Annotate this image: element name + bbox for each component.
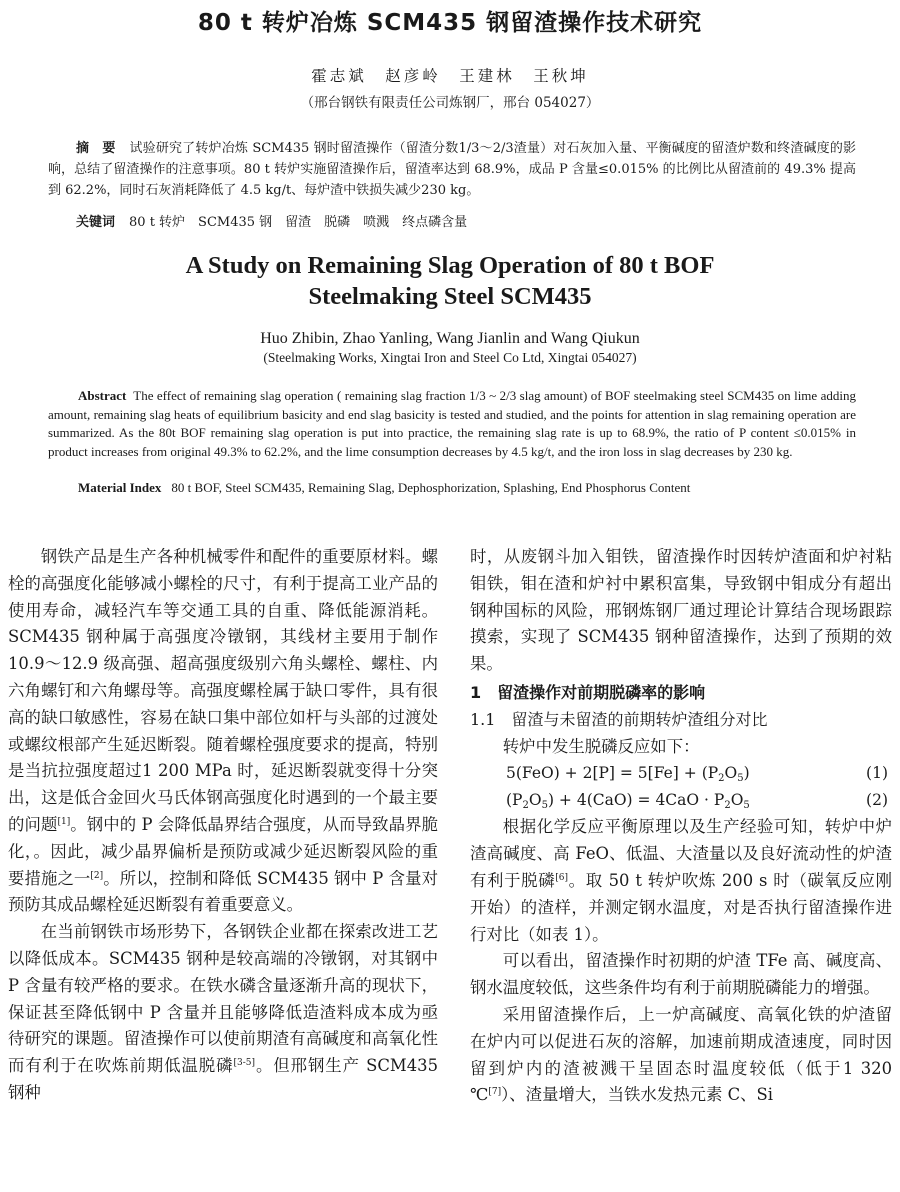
equation-2 [470, 787, 892, 814]
abstract-cn-text: 试验研究了转炉冶炼 SCM435 钢时留渣操作（留渣分数1/3～2/3渣量）对石灰加入量、平衡碱度的留渣炉数和终渣碱度的影响，总结了留渣操作的注意事项。80 t 转炉实施留渣操作后，留渣率达到 68.9%，成品 P 含量≤0.015% 的比例比从留渣前的 49.3% 提高到 62.2%，同时石灰消耗降低了 4.5 kg/t、每炉渣中铁损失减少230 kg。 [48, 141, 856, 198]
affiliation-en: (Steelmaking Works, Xingtai Iron and Steel Co Ltd, Xingtai 054027) [263, 350, 637, 365]
equation-1-number: (1) [866, 764, 888, 783]
keywords-cn-label: 关键词 [76, 215, 116, 230]
citation-1: [1] [57, 816, 71, 827]
equation-2-formula: $(P_2O_5) + 4(CaO) = 4CaO \cdot P_2O_5$ [506, 791, 750, 812]
keywords-cn-text: 80 t 转炉 SCM435 钢 留渣 脱磷 喷溅 终点磷含量 [129, 215, 468, 230]
keywords-cn [48, 212, 856, 233]
keywords-en-label: Material Index [78, 480, 162, 495]
equation-2-number: (2) [866, 791, 888, 810]
paper-title-cn: 80 t 转炉冶炼 SCM435 钢留渣操作技术研究 [197, 10, 703, 36]
body-paragraph-3: 时，从废钢斗加入钼铁，留渣操作时因转炉渣面和炉衬粘钼铁，钼在渣和炉衬中累积富集，导致钢中钼成分有超出钢种国标的风险，邢钢炼钢厂通过理论计算结合现场跟踪摸索，实现了 SCM435 钢种留渣操作，达到了预期的效果。 [470, 547, 892, 674]
abstract-en-label: Abstract [78, 388, 127, 403]
paper-title-en [0, 250, 900, 312]
abstract-cn [48, 138, 856, 201]
body-column-left [8, 544, 438, 1107]
body-paragraph-6: 可以看出，留渣操作时初期的炉渣 TFe 高、碱度高、钢水温度较低，这些条件均有利于前期脱磷能力的增强。 [470, 951, 892, 998]
section-heading-1: 1 留渣操作对前期脱磷率的影响 [470, 682, 706, 702]
body-column-right [470, 544, 892, 1109]
affiliation-cn: （邢台钢铁有限责任公司炼钢厂，邢台 054027） [300, 95, 600, 111]
equation-1 [470, 760, 892, 787]
paper-title-en-line2: Steelmaking Steel SCM435 [308, 283, 592, 310]
subsection-heading-1-1: 1.1 留渣与未留渣的前期转炉渣组分对比 [470, 709, 768, 729]
citation-6: [6] [555, 872, 568, 883]
abstract-en-text: The effect of remaining slag operation ( remaining slag fraction 1/3 ~ 2/3 slag amount) of BOF steelmaking steel SCM435 on lime adding amount, remaining slag heats of equilibrium basicity and end slag basicity is tested and studied, and the points for attention in slag remaining operation are summarized. As the 80t BOF remaining slag operation is put into practice, the remaining slag rate is up to 68.9%, the ratio of P content ≤0.015% in product increases from original 49.3% to 62.2%, and the lime consumption decreases by 4.5 kg/t, and the iron loss in slag decreases by 230 kg. [48, 388, 857, 459]
authors-cn: 霍志斌 赵彦岭 王建林 王秋坤 [311, 67, 589, 85]
paper-title-en-line1: A Study on Remaining Slag Operation of 80 t BOF [185, 252, 715, 279]
citation-3-5: [3-5] [233, 1058, 255, 1069]
authors-en: Huo Zhibin, Zhao Yanling, Wang Jianlin and Wang Qiukun [260, 330, 640, 347]
citation-2: [2] [90, 870, 104, 881]
keywords-en-text: 80 t BOF, Steel SCM435, Remaining Slag, Dephosphorization, Splashing, End Phosphorus Content [171, 480, 691, 495]
abstract-cn-label: 摘 要 [76, 141, 116, 156]
equation-1-formula: $5(FeO) + 2[P] = 5[Fe] + (P_2O_5)$ [506, 764, 750, 785]
body-paragraph-4: 转炉中发生脱磷反应如下： [502, 736, 700, 756]
body-paragraph-2: 在当前钢铁市场形势下，各钢铁企业都在探索改进工艺以降低成本。SCM435 钢种是较高端的冷镦钢，对其钢中 P 含量有较严格的要求。在铁水磷含量逐渐升高的现状下，保证甚至降低钢中 P 含量并且能够降低造渣料成本成为亟待研究的课题。留渣操作可以使前期渣有高碱度和高氧化性而有利于在吹炼前期低温脱磷[3-5]。但邢钢生产 SCM435 钢种 [8, 922, 438, 1102]
keywords-en [48, 479, 856, 498]
citation-7: [7] [488, 1087, 502, 1098]
body-paragraph-5: 根据化学反应平衡原理以及生产经验可知，转炉中炉渣高碱度、高 FeO、低温、大渣量以及良好流动性的炉渣有利于脱磷[6]。取 50 t 转炉吹炼 200 s 时（碳氧反应刚开始）的渣样，并测定钢水温度，对是否执行留渣操作进行对比（如表 1）。 [470, 817, 892, 944]
body-paragraph-7: 采用留渣操作后，上一炉高碱度、高氧化铁的炉渣留在炉内可以促进石灰的溶解，加速前期成渣速度，同时因留到炉内的渣被溅干呈固态时温度较低（低于1 320 ℃[7]）、渣量增大，当铁水发热元素 C、Si [470, 1004, 892, 1105]
abstract-en [48, 387, 856, 461]
body-paragraph-1: 钢铁产品是生产各种机械零件和配件的重要原材料。螺栓的高强度化能够减小螺栓的尺寸，有利于提高工业产品的使用寿命，减轻汽车等交通工具的自重、降低能源消耗。SCM435 钢种属于高强度冷镦钢，其线材主要用于制作 10.9～12.9 级高强、超高强度级别六角头螺栓、螺柱、内六角螺钉和六角螺母等。高强度螺栓属于缺口零件，具有很高的缺口敏感性，容易在缺口集中部位如杆与头部的过渡处或螺纹根部产生延迟断裂。随着螺栓强度要求的提高，特别是当抗拉强度超过1 200 MPa 时，延迟断裂就变得十分突出，这是低合金回火马氏体钢高强度化时遇到的一个最主要的问题[1]。钢中的 P 会降低晶界结合强度，从而导致晶界脆化，。因此，减少晶界偏析是预防或减少延迟断裂风险的重要措施之一[2]。所以，控制和降低 SCM435 钢中 P 含量对预防其成品螺栓延迟断裂有着重要意义。 [8, 547, 438, 915]
